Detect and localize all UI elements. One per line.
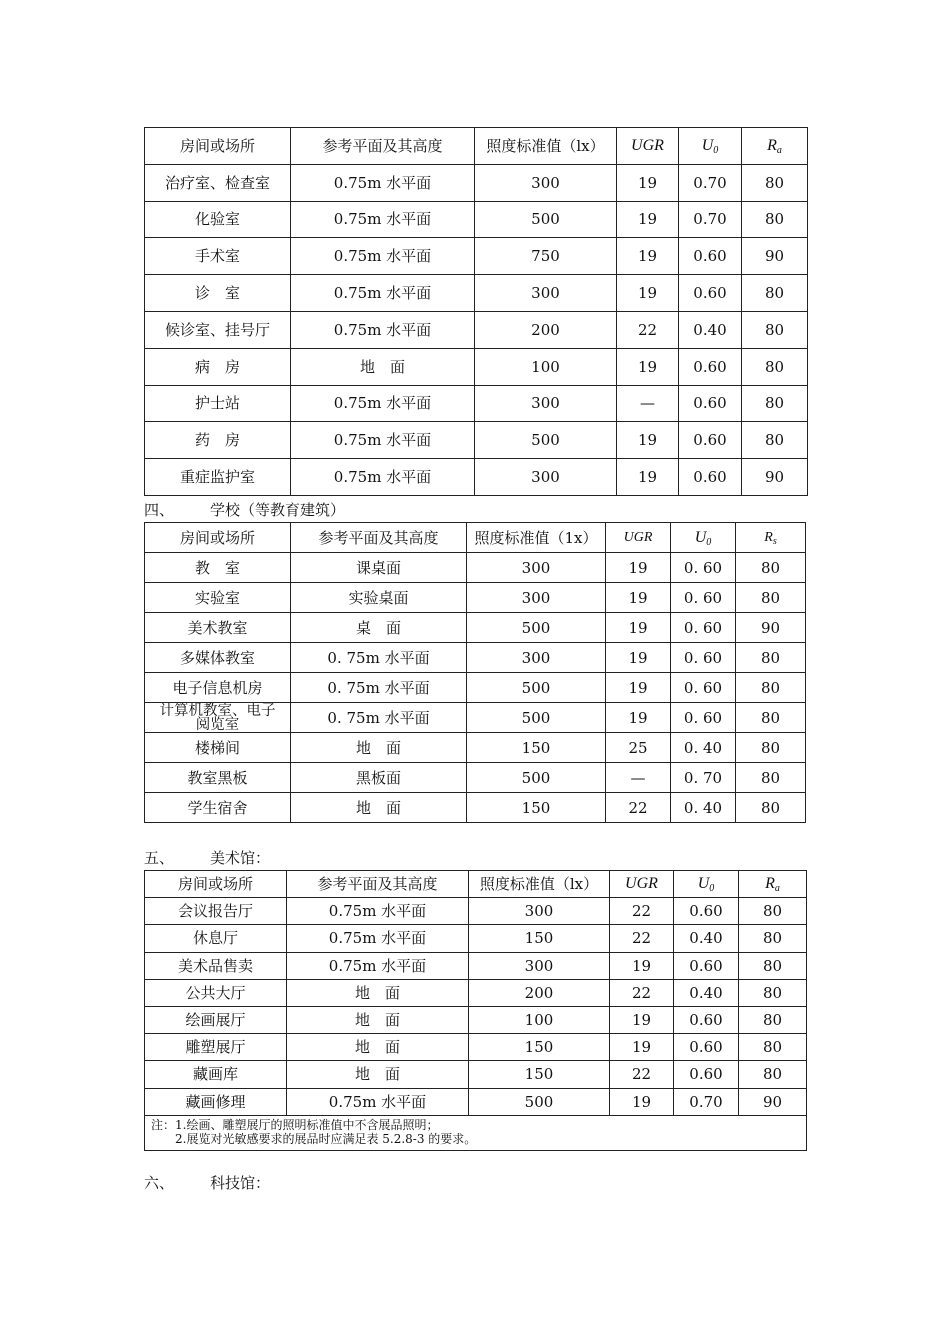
cell-ugr: 19: [610, 952, 674, 979]
cell-lux: 150: [469, 925, 610, 952]
header-plane: 参考平面及其高度: [287, 871, 469, 898]
cell-room: 楼梯间: [145, 733, 291, 763]
table-row: [145, 703, 806, 733]
cell-room: 教室黑板: [145, 763, 291, 793]
cell-u0: 0.60: [674, 952, 739, 979]
header-u0: $U_0$: [674, 871, 739, 898]
header-ra: $R_s$: [736, 523, 806, 553]
cell-plane: 0.75m 水平面: [291, 311, 475, 348]
cell-ugr: 19: [617, 201, 679, 238]
cell-lux: 300: [475, 164, 617, 201]
cell-lux: 100: [469, 1006, 610, 1033]
cell-ugr: 22: [606, 793, 671, 823]
cell-plane: 0.75m 水平面: [287, 925, 469, 952]
cell-ra: 80: [742, 348, 808, 385]
cell-plane: 0.75m 水平面: [287, 898, 469, 925]
cell-u0: 0.70: [679, 164, 742, 201]
note-line-1: 注：1.绘画、雕塑展厅的照明标准值中不含展品照明；: [151, 1117, 439, 1132]
cell-ra: 90: [739, 1088, 807, 1115]
cell-u0: 0.40: [679, 311, 742, 348]
table-row: [145, 553, 806, 583]
art-museum-lighting-table: [144, 870, 807, 1151]
header-ra: $R_a$: [739, 871, 807, 898]
cell-room: 治疗室、检查室: [145, 164, 291, 201]
cell-room: 藏画修理: [145, 1088, 287, 1115]
cell-u0: 0.60: [674, 898, 739, 925]
cell-plane: 桌 面: [291, 613, 467, 643]
header-room: 房间或场所: [145, 128, 291, 165]
cell-u0: 0. 60: [671, 583, 736, 613]
cell-u0: 0. 60: [671, 703, 736, 733]
cell-u0: 0.60: [679, 348, 742, 385]
cell-u0: 0.60: [679, 422, 742, 459]
cell-lux: 300: [467, 583, 606, 613]
cell-plane: 实验桌面: [291, 583, 467, 613]
cell-ugr: 19: [617, 459, 679, 496]
table-row: [145, 275, 808, 312]
cell-plane: 地 面: [287, 1061, 469, 1088]
cell-ra: 80: [736, 643, 806, 673]
cell-ugr: 19: [606, 673, 671, 703]
header-lux: 照度标准值（lx）: [475, 128, 617, 165]
cell-ugr: 19: [617, 348, 679, 385]
note-line-2: 2.展览对光敏感要求的展品时应满足表 5.2.8-3 的要求。: [151, 1131, 477, 1146]
header-plane: 参考平面及其高度: [291, 128, 475, 165]
cell-ra: 80: [739, 952, 807, 979]
cell-room: 病 房: [145, 348, 291, 385]
cell-lux: 300: [475, 385, 617, 422]
cell-ra: 80: [739, 898, 807, 925]
cell-room: 公共大厅: [145, 979, 287, 1006]
table-header-row: [145, 523, 806, 553]
table-row: [145, 925, 807, 952]
cell-lux: 500: [467, 673, 606, 703]
cell-u0: 0. 40: [671, 793, 736, 823]
cell-plane: 0.75m 水平面: [291, 164, 475, 201]
cell-room: 化验室: [145, 201, 291, 238]
cell-room: 重症监护室: [145, 459, 291, 496]
cell-lux: 300: [467, 553, 606, 583]
cell-ra: 80: [739, 1034, 807, 1061]
cell-room: 诊 室: [145, 275, 291, 312]
cell-u0: 0.40: [674, 979, 739, 1006]
cell-room: 电子信息机房: [145, 673, 291, 703]
table-row: [145, 643, 806, 673]
cell-room: 美术教室: [145, 613, 291, 643]
cell-u0: 0.70: [674, 1088, 739, 1115]
cell-room: 雕塑展厅: [145, 1034, 287, 1061]
cell-u0: 0.60: [679, 459, 742, 496]
cell-ra: 80: [742, 311, 808, 348]
cell-lux: 150: [467, 733, 606, 763]
cell-u0: 0.60: [674, 1061, 739, 1088]
cell-room: 多媒体教室: [145, 643, 291, 673]
table-row: [145, 348, 808, 385]
table-row: [145, 422, 808, 459]
table-row: [145, 1061, 807, 1088]
cell-ugr: 22: [610, 979, 674, 1006]
cell-plane: 黑板面: [291, 763, 467, 793]
cell-plane: 0.75m 水平面: [291, 275, 475, 312]
cell-u0: 0. 60: [671, 673, 736, 703]
cell-lux: 300: [469, 898, 610, 925]
cell-plane: 地 面: [287, 1006, 469, 1033]
table-row: [145, 459, 808, 496]
table-row: [145, 733, 806, 763]
cell-plane: 地 面: [291, 793, 467, 823]
cell-plane: 地 面: [291, 733, 467, 763]
table-header-row: [145, 871, 807, 898]
cell-lux: 500: [467, 703, 606, 733]
table-row: [145, 763, 806, 793]
cell-plane: 0.75m 水平面: [291, 385, 475, 422]
cell-plane: 0.75m 水平面: [291, 459, 475, 496]
cell-u0: 0.40: [674, 925, 739, 952]
cell-ugr: 22: [610, 1061, 674, 1088]
cell-lux: 150: [467, 793, 606, 823]
table-row: [145, 613, 806, 643]
table-row: [145, 793, 806, 823]
cell-u0: 0.60: [679, 275, 742, 312]
cell-room: 绘画展厅: [145, 1006, 287, 1033]
cell-ugr: 22: [610, 898, 674, 925]
cell-lux: 200: [475, 311, 617, 348]
header-u0: $U_0$: [671, 523, 736, 553]
cell-ra: 80: [736, 553, 806, 583]
cell-lux: 300: [469, 952, 610, 979]
cell-plane: 地 面: [287, 1034, 469, 1061]
cell-u0: 0.60: [674, 1006, 739, 1033]
cell-lux: 150: [469, 1061, 610, 1088]
cell-ugr: 19: [606, 643, 671, 673]
header-u0: $U_0$: [679, 128, 742, 165]
cell-lux: 150: [469, 1034, 610, 1061]
cell-u0: 0. 60: [671, 643, 736, 673]
table-row: [145, 979, 807, 1006]
table-row: [145, 1088, 807, 1115]
cell-plane: 0. 75m 水平面: [291, 643, 467, 673]
table-row: [145, 673, 806, 703]
cell-u0: 0. 60: [671, 613, 736, 643]
header-ugr: UGR: [610, 871, 674, 898]
cell-u0: 0.60: [674, 1034, 739, 1061]
cell-lux: 200: [469, 979, 610, 1006]
cell-room: 计算机教室、电子阅览室: [145, 703, 291, 733]
header-lux: 照度标准值（lx）: [469, 871, 610, 898]
cell-ugr: 19: [617, 275, 679, 312]
school-lighting-table: [144, 522, 806, 823]
cell-ra: 80: [742, 385, 808, 422]
cell-ugr: 19: [610, 1088, 674, 1115]
cell-ra: 90: [742, 459, 808, 496]
hospital-lighting-table: [144, 127, 808, 496]
cell-plane: 0.75m 水平面: [291, 422, 475, 459]
header-plane: 参考平面及其高度: [291, 523, 467, 553]
cell-ugr: 19: [606, 553, 671, 583]
header-lux: 照度标准值（1x）: [467, 523, 606, 553]
cell-lux: 500: [475, 201, 617, 238]
cell-plane: 0. 75m 水平面: [291, 703, 467, 733]
cell-ugr: 19: [617, 238, 679, 275]
cell-ra: 90: [736, 613, 806, 643]
cell-ra: 80: [742, 201, 808, 238]
cell-lux: 300: [475, 459, 617, 496]
cell-ugr: 19: [617, 422, 679, 459]
cell-ugr: 19: [610, 1034, 674, 1061]
table-row: [145, 238, 808, 275]
cell-room: 手术室: [145, 238, 291, 275]
cell-ra: 90: [742, 238, 808, 275]
cell-room: 藏画库: [145, 1061, 287, 1088]
cell-lux: 750: [475, 238, 617, 275]
cell-room: 实验室: [145, 583, 291, 613]
cell-ra: 80: [736, 793, 806, 823]
table-row: [145, 1006, 807, 1033]
table-note: [145, 1115, 807, 1150]
cell-u0: 0.60: [679, 385, 742, 422]
header-ra: $R_a$: [742, 128, 808, 165]
cell-ugr: 22: [610, 925, 674, 952]
cell-ugr: 19: [606, 613, 671, 643]
section-heading-school: 四、 学校（等教育建筑）: [144, 501, 346, 519]
cell-ugr: —: [617, 385, 679, 422]
cell-u0: 0. 60: [671, 553, 736, 583]
cell-ra: 80: [742, 422, 808, 459]
cell-lux: 500: [467, 763, 606, 793]
cell-ugr: 19: [606, 703, 671, 733]
cell-ra: 80: [736, 733, 806, 763]
cell-ra: 80: [739, 1061, 807, 1088]
cell-ugr: 25: [606, 733, 671, 763]
header-room: 房间或场所: [145, 523, 291, 553]
table-row: [145, 583, 806, 613]
cell-ra: 80: [739, 979, 807, 1006]
header-ugr: UGR: [606, 523, 671, 553]
cell-lux: 100: [475, 348, 617, 385]
cell-ra: 80: [742, 164, 808, 201]
cell-lux: 500: [475, 422, 617, 459]
cell-ugr: 22: [617, 311, 679, 348]
cell-ra: 80: [742, 275, 808, 312]
cell-plane: 0.75m 水平面: [287, 952, 469, 979]
cell-room: 美术品售卖: [145, 952, 287, 979]
cell-plane: 0. 75m 水平面: [291, 673, 467, 703]
cell-ugr: 19: [610, 1006, 674, 1033]
cell-plane: 0.75m 水平面: [291, 238, 475, 275]
cell-plane: 0.75m 水平面: [291, 201, 475, 238]
cell-plane: 地 面: [287, 979, 469, 1006]
header-ugr: UGR: [617, 128, 679, 165]
cell-ra: 80: [736, 583, 806, 613]
cell-ra: 80: [736, 703, 806, 733]
cell-u0: 0. 40: [671, 733, 736, 763]
table-row: [145, 201, 808, 238]
cell-room: 候诊室、挂号厅: [145, 311, 291, 348]
section-heading-science-museum: 六、 科技馆：: [144, 1174, 271, 1192]
cell-ra: 80: [736, 763, 806, 793]
cell-ra: 80: [739, 925, 807, 952]
cell-room: 学生宿舍: [145, 793, 291, 823]
cell-room: 药 房: [145, 422, 291, 459]
cell-ugr: 19: [617, 164, 679, 201]
cell-lux: 300: [467, 643, 606, 673]
cell-room: 会议报告厅: [145, 898, 287, 925]
table-row: [145, 898, 807, 925]
section-heading-art-museum: 五、 美术馆：: [144, 849, 271, 867]
cell-room: 护士站: [145, 385, 291, 422]
cell-plane: 课桌面: [291, 553, 467, 583]
cell-ra: 80: [739, 1006, 807, 1033]
cell-u0: 0.60: [679, 238, 742, 275]
cell-lux: 300: [475, 275, 617, 312]
table-row: [145, 952, 807, 979]
table-row: [145, 1034, 807, 1061]
table-row: [145, 311, 808, 348]
cell-room: 休息厅: [145, 925, 287, 952]
cell-lux: 500: [469, 1088, 610, 1115]
cell-u0: 0.70: [679, 201, 742, 238]
table-row: [145, 164, 808, 201]
cell-plane: 0.75m 水平面: [287, 1088, 469, 1115]
cell-lux: 500: [467, 613, 606, 643]
cell-ugr: —: [606, 763, 671, 793]
table-header-row: [145, 128, 808, 165]
cell-room: 教 室: [145, 553, 291, 583]
cell-u0: 0. 70: [671, 763, 736, 793]
table-note-row: [145, 1115, 807, 1150]
cell-plane: 地 面: [291, 348, 475, 385]
cell-ugr: 19: [606, 583, 671, 613]
table-row: [145, 385, 808, 422]
header-room: 房间或场所: [145, 871, 287, 898]
cell-ra: 80: [736, 673, 806, 703]
